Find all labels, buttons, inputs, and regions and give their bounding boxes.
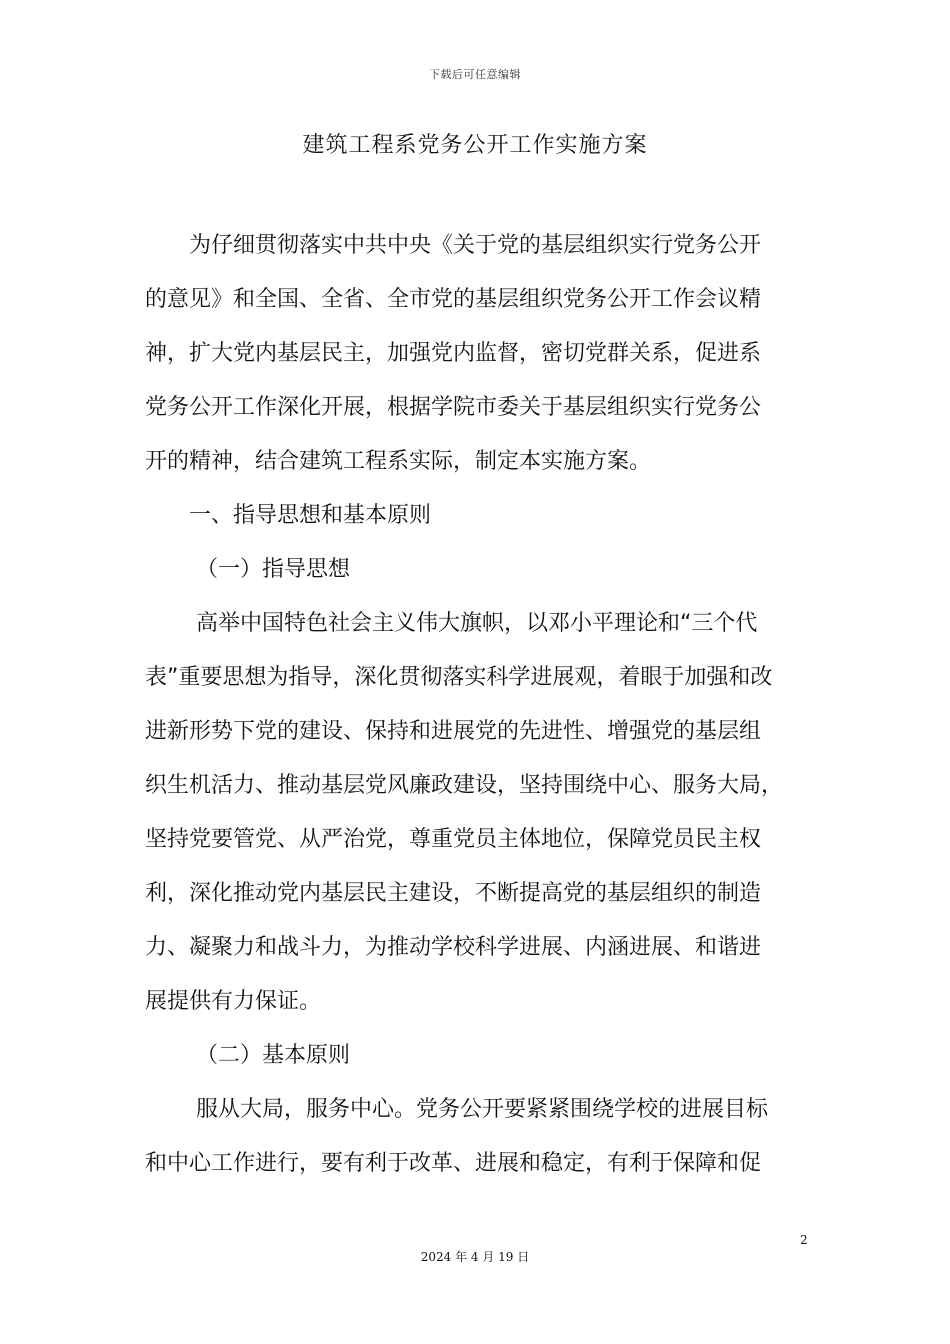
body-line: 开的精神，结合建筑工程系实际，制定本实施方案。: [145, 449, 652, 474]
body-line: 党务公开工作深化开展，根据学院市委关于基层组织实行党务公: [145, 395, 762, 420]
body-line: 和中心工作进行，要有利于改革、进展和稳定，有利于保障和促: [145, 1151, 762, 1176]
body-line: 服从大局，服务中心。党务公开要紧紧围绕学校的进展目标: [145, 1097, 768, 1122]
page-number: 2: [800, 1233, 808, 1247]
header-note: 下载后可任意编辑: [429, 68, 521, 81]
document-title: 建筑工程系党务公开工作实施方案: [302, 133, 648, 158]
body-line: 进新形势下党的建设、保持和进展党的先进性、增强党的基层组: [145, 719, 762, 744]
body-line: 的意见》和全国、全省、全市党的基层组织党务公开工作会议精: [145, 287, 762, 312]
body-line: 展提供有力保证。: [145, 989, 322, 1014]
body-line: 坚持党要管党、从严治党，尊重党员主体地位，保障党员民主权: [145, 827, 762, 852]
body-line: 表”重要思想为指导，深化贯彻落实科学进展观，着眼于加强和改: [145, 665, 773, 690]
body-line: 为仔细贯彻落实中共中央《关于党的基层组织实行党务公开: [145, 233, 762, 258]
body-line: 织生机活力、推动基层党风廉政建设，坚持围绕中心、服务大局，: [145, 773, 784, 798]
document-body: [145, 219, 810, 1191]
subsection-heading: （二）基本原则: [145, 1043, 350, 1068]
body-line: 力、凝聚力和战斗力，为推动学校科学进展、内涵进展、和谐进: [145, 935, 762, 960]
body-line: 利，深化推动党内基层民主建设，不断提高党的基层组织的制造: [145, 881, 762, 906]
subsection-heading: （一）指导思想: [145, 557, 350, 582]
section-heading: 一、指导思想和基本原则: [145, 503, 432, 528]
footer-date: 2024 年 4 月 19 日: [420, 1250, 530, 1264]
body-line: 高举中国特色社会主义伟大旗帜，以邓小平理论和“三个代: [145, 611, 758, 636]
body-line: 神，扩大党内基层民主，加强党内监督，密切党群关系，促进系: [145, 341, 762, 366]
